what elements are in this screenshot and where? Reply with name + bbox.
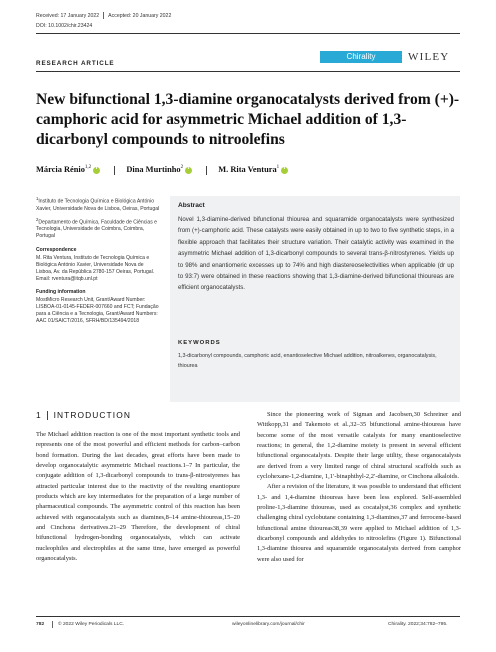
heading-bar <box>47 411 48 420</box>
section-heading <box>36 410 131 420</box>
body-column-right <box>257 410 461 565</box>
orcid-icon[interactable] <box>281 167 288 174</box>
journal-site-link[interactable]: wileyonlinelibrary.com/journal/chir <box>232 622 305 627</box>
doi[interactable]: DOI: 10.1002/chir.23424 <box>36 23 93 29</box>
keywords-heading: KEYWORDS <box>178 340 221 346</box>
affiliation: $^1$Instituto de Tecnologia Química e Biológica António Xavier, Universidade Nova de Lisboa, Oeiras, Portugal <box>36 196 160 212</box>
orcid-icon[interactable] <box>93 167 100 174</box>
paragraph: After a revision of the literature, it was possible to understand that efficient 1,3- and 1,4-diamine thioureas have been less explored. Self-assembled proline-1,3-diamine thioureas, used as cocatalyst,36 complex and synthetic challenging chiral cyclobutane containing 1,3-diamines,37 and ferrocene-based bifunctional amine thioureas38,39 were applied to Michael addition of 1,3-dicarbonyl compounds and aldehydes to nitroolefins (Figure 1). Bifunctional 1,3-diamine thiourea and squaramide organocatalysts derived from camphor were also used for <box>257 483 461 563</box>
author-name: Márcia Rénio <box>36 165 85 174</box>
footer-rule <box>36 616 460 617</box>
header-rule <box>36 33 460 34</box>
author-sup: 1,2 <box>84 165 92 171</box>
abstract-text: Novel 1,3-diamine-derived bifunctional thiourea and squaramide organocatalysts were synthesized from (+)-camphoric acid. These catalysts were easily obtained in up to two to five synthetic steps, in a flexible approach that facilitates their structure variation. Their catalytic activity was examined in the asymmetric Michael addition of 1,3-dicarbonyl compounds to several trans-β-nitrostyrenes. Yields up to 98% and enantiomeric excesses up to 74% and high diastereoselectivities when applicable (dr up to 93:7) were obtained in these reactions showing that 1,3-diamine-derived bifunctional thioureas are efficient organocatalysts. <box>178 216 454 292</box>
author-separator <box>114 166 115 175</box>
section-title: INTRODUCTION <box>53 410 131 420</box>
funding-text: MostMicro Research Unit, Grant/Award Number: LISBOA-01-0145-FEDER-007660 and FCT; Fundação para a Ciência e a Tecnologia, Grant/Award Numbers: AAC 01/SAICT/2016, SFRH/BD/135494/2018 <box>36 297 159 325</box>
orcid-icon[interactable] <box>185 167 192 174</box>
page-number: 782 <box>36 622 45 627</box>
journal-chip: Chirality <box>320 51 402 63</box>
publisher-logo: WILEY <box>408 51 450 63</box>
author-separator <box>206 166 207 175</box>
author-list <box>36 165 291 175</box>
correspondence-heading: Correspondence <box>36 246 77 253</box>
correspondence-text: M. Rita Ventura, Instituto de Tecnologia Química e Biológica António Xavier, Universidade Nova de Lisboa, Av. da República 2780-157 Oeiras, Portugal. Email: rventura@itqb.unl.pt <box>36 254 155 282</box>
paragraph: The Michael addition reaction is one of the most important synthetic tools and represents one of the most powerful and efficient methods for carbon–carbon bond formation. During the last decades, great efforts have been made to develop organocatalytic asymmetric Michael reactions.1–7 In particular, the conjugate addition of 1,3-dicarbonyl compounds to trans-β-nitrostyrenes has attracted particular interest due to the reactivity of the resulting enantiopure products which are key intermediates for the preparation of a large number of pharmaceutical compounds. The asymmetric control of this reaction has been achieved with organocatalysts such as diamines,8–14 amine-thioureas,15–20 and Cinchona derivatives.21–29 Therefore, the development of chiral bifunctional hydrogen-bonding organocatalysts, which can activate nucleophiles and electrophiles at the same time, have emerged as powerful organocatalysts. <box>36 431 240 563</box>
section-number: 1 <box>36 410 42 420</box>
article-title: New bifunctional 1,3-diamine organocatalysts derived from (+)-camphoric acid for asymmetric Michael addition of 1,3-dicarbonyl compounds to nitroolefins <box>36 91 460 148</box>
journal-reference: Chirality. 2022;34:782–795. <box>388 622 448 627</box>
abstract-heading: Abstract <box>178 202 205 209</box>
publication-dates <box>36 12 171 19</box>
affiliation: $^2$Departamento de Química, Faculdade de Ciências e Tecnologia, Universidade de Coimbra, Coimbra, Portugal <box>36 216 158 239</box>
date-separator <box>103 12 104 19</box>
received-date: Received: 17 January 2022 <box>36 12 100 19</box>
author-name: M. Rita Ventura <box>218 165 277 174</box>
author-name: Dina Murtinho <box>126 165 181 174</box>
footer-separator <box>52 621 53 628</box>
copyright: © 2022 Wiley Periodicals LLC. <box>58 622 125 627</box>
paragraph: Since the pioneering work of Sigman and Jacobsen,30 Schreiner and Wittkopp,31 and Takemoto et al.,32–35 bifunctional amine-thioureas have become some of the most versatile catalysts for many enantioselective reactions; in general, the 1,2-diamine moiety is present in several efficient bifunctional organocatalysts. Despite their large utility, these organocatalysts are derived from a very limited range of chiral structural scaffolds such as cyclohexane-1,2-diamine, 1,1′-binaphthyl-2,2′-diamine, or Cinchona alkaloids. <box>257 411 461 481</box>
article-type-rule <box>36 71 460 72</box>
accepted-date: Accepted: 20 January 2022 <box>108 12 172 19</box>
front-matter-sidebar <box>36 196 161 329</box>
author-sup: 2 <box>180 165 184 171</box>
body-column-left <box>36 430 240 564</box>
funding-heading: Funding information <box>36 289 86 296</box>
article-type: RESEARCH ARTICLE <box>36 60 115 67</box>
author-sup: 1 <box>276 165 280 171</box>
keywords-text: 1,3-dicarbonyl compounds, camphoric acid, enantioselective Michael addition, nitroalkenes, organocatalysis, thiourea <box>178 353 437 369</box>
